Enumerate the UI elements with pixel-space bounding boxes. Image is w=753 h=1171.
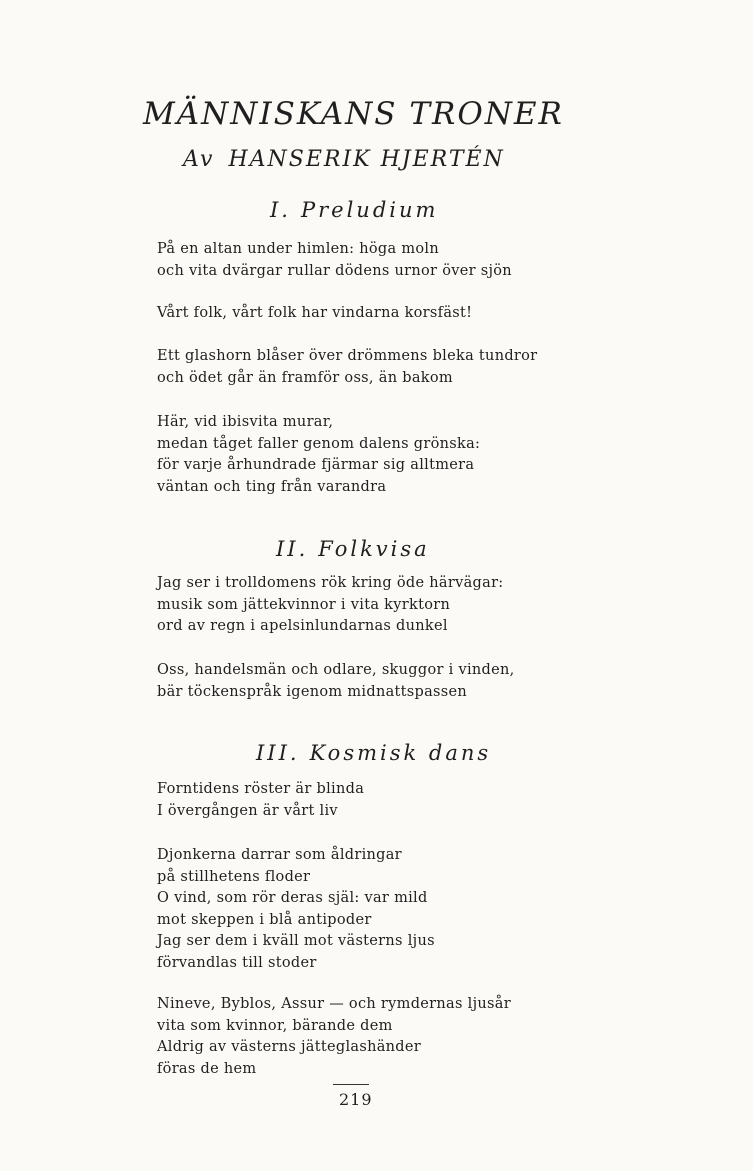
stanza [157,412,480,498]
verse-line: Nineve, Byblos, Assur — och rymdernas ljusår [157,996,511,1012]
section-numeral: I. [270,198,291,222]
verse-line: för varje århundrade fjärmar sig alltmera [157,457,475,473]
verse-line: vita som kvinnor, bärande dem [157,1017,393,1034]
verse-line: I övergången är vårt liv [157,802,338,819]
verse-line: Ett glashorn blåser över drömmens bleka tundror [157,348,538,364]
verse-line: bär töckenspråk igenom midnattspassen [157,683,468,700]
stanza [157,573,504,638]
verse-line: Jag ser i trolldomens rök kring öde härvägar: [157,575,504,591]
byline-prefix: Av [183,147,215,172]
verse-line: ord av regn i apelsinlundarnas dunkel [157,618,448,634]
page-number: 219 [339,1090,373,1109]
verse-line: Forntidens röster är blinda [157,781,365,797]
page-number-rule [333,1084,369,1085]
verse-line: Jag ser dem i kväll mot västerns ljus [157,933,435,949]
section-title: Kosmisk dans [309,741,492,765]
verse-line: och vita dvärgar rullar dödens urnor över sjön [157,262,512,279]
author-name: HANSERIK HJERTÉN [228,147,505,172]
stanza [157,845,435,974]
verse-line: väntan och ting från varandra [157,478,387,495]
verse-line: på stillhetens floder [157,868,311,885]
section-numeral: III. [256,741,300,765]
verse-line: föras de hem [157,1060,257,1077]
verse-line: och ödet går än framför oss, än bakom [157,369,453,386]
verse-line: medan tåget faller genom dalens grönska: [157,435,481,452]
stanza [157,239,512,282]
stanza [157,346,537,389]
stanza [157,994,511,1080]
verse-line: förvandlas till stoder [157,954,317,971]
verse-line: Här, vid ibisvita murar, [157,414,334,430]
section-title: Preludium [300,198,439,222]
verse-line: På en altan under himlen: höga moln [157,241,440,257]
verse-line: O vind, som rör deras själ: var mild [157,890,428,906]
stanza [157,779,364,822]
verse-line: Aldrig av västerns jätteglashänder [157,1039,421,1055]
stanza [157,303,472,325]
section-heading-kosmisk-dans [256,741,491,765]
section-title: Folkvisa [318,537,430,561]
verse-line: Djonkerna darrar som åldringar [157,847,402,863]
byline [183,147,505,172]
poem-title: MÄNNISKANS TRONER [143,96,564,132]
verse-line: Oss, handelsmän och odlare, skuggor i vinden, [157,662,515,678]
section-numeral: II. [276,537,309,561]
section-heading-preludium [270,198,438,222]
verse-line: Vårt folk, vårt folk har vindarna korsfäst! [157,305,473,321]
section-heading-folkvisa [276,537,430,561]
verse-line: mot skeppen i blå antipoder [157,911,372,928]
verse-line: musik som jättekvinnor i vita kyrktorn [157,596,451,613]
stanza [157,660,515,703]
